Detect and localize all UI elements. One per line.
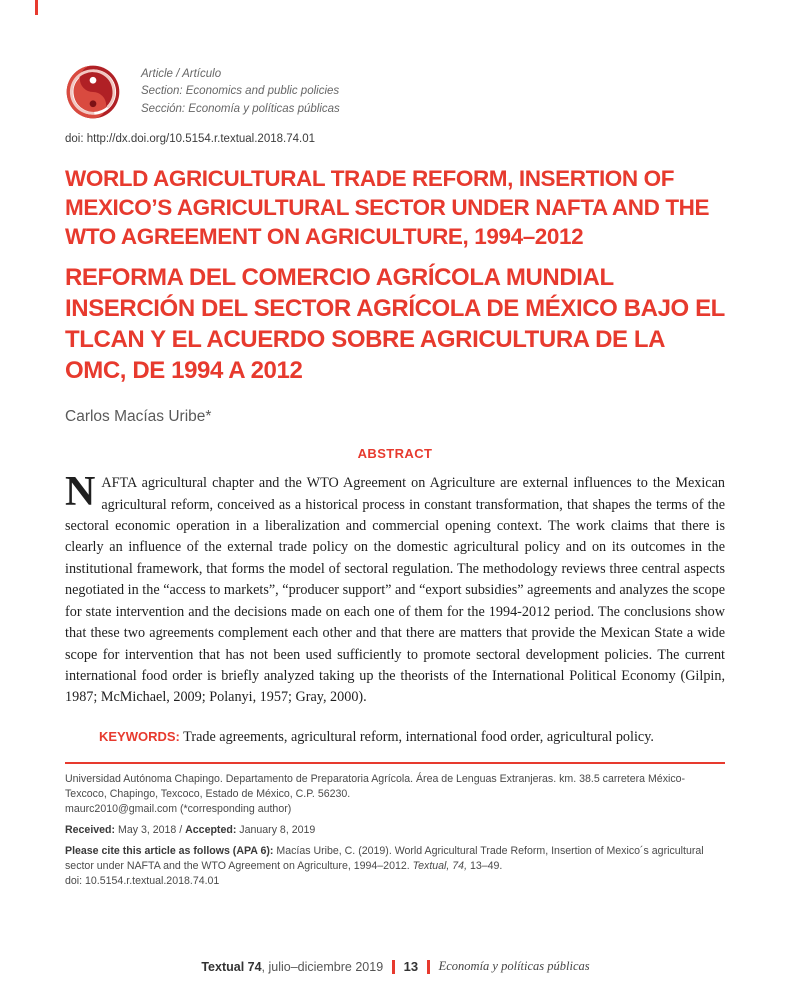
title-spanish: REFORMA DEL COMERCIO AGRÍCOLA MUNDIAL INSERCIÓN DEL SECTOR AGRÍCOLA DE MÉXICO BAJO EL TLCAN Y EL ACUERDO SOBRE AGRICULTURA DE LA OMC, DE 1994 A 2012 — [65, 264, 725, 384]
email-line — [65, 802, 725, 817]
citation-label: Please cite this article as follows (APA 6): — [65, 844, 274, 857]
affiliation-note: Universidad Autónoma Chapingo. Departamento de Preparatoria Agrícola. Área de Lenguas Extranjeras. km. 38.5 carretera México-Texcoco, Chapingo, Texcoco, Estado de México, C.P. 56230. — [65, 772, 686, 800]
footer-journal-line — [201, 960, 383, 974]
masthead-text — [141, 66, 340, 118]
page-corner-mark — [35, 0, 38, 15]
received-accepted-line — [65, 823, 725, 838]
accepted-value: January 8, 2019 — [236, 823, 316, 836]
footer-separator-icon — [427, 960, 430, 974]
section-label-en: Section: Economics and public policies — [141, 85, 340, 98]
citation-doi: doi: 10.5154.r.textual.2018.74.01 — [65, 874, 220, 887]
abstract-text: AFTA agricultural chapter and the WTO Agreement on Agriculture are external influences to the Mexican agricultural reform, conceived as a historical process in constant transformation, that shapes the terms of the sectoral economic operation in a liberalization and commercial opening context. The work claims that there is clearly an influence of the external trade policy on the domestic agricultural policy and on its outcomes in the institutional framework, that forms the model of sectoral regulation. The methodology reviews three central aspects negotiated in the “access to markets”, “producer support” and “export subsidies” agreements and analyzes the scope for state intervention and the decisions made on each one of them for the 1994-2012 period. The conclusions show that these two agreements complement each other and that there are matters that provide the Mexican State a wide scope for intervention that has not been used sufficiently to promote sectoral development policies. The current international food order is briefly analyzed taking up the theorists of the International Political Economy (Gilpin, 1987; McMichael, 2009; Polanyi, 1957; Gray, 2000). — [65, 475, 725, 706]
email-link[interactable]: maurc2010@gmail.com — [65, 802, 178, 815]
citation-journal-italic: Textual, 74, — [412, 859, 468, 872]
accepted-label: Accepted: — [185, 823, 237, 836]
footer-page-number: 13 — [403, 959, 419, 974]
footnotes — [65, 772, 725, 889]
doi-link[interactable]: doi: http://dx.doi.org/10.5154.r.textual.2018.74.01 — [65, 133, 315, 145]
section-label-es: Sección: Economía y políticas públicas — [141, 102, 340, 115]
author-name: Carlos Macías Uribe* — [65, 408, 212, 426]
received-value: May 3, 2018 / — [115, 823, 186, 836]
footer-separator-icon — [392, 960, 395, 974]
abstract-dropcap: N — [65, 469, 96, 516]
citation-text-1: Macías Uribe, C. (2019). World Agricultural Trade Reform, Insertion of Mexico´s agricultural sector under NAFTA and the WTO Agreement on Agriculture, 1994–2012. — [65, 844, 704, 872]
received-label: Received: — [65, 823, 116, 836]
keywords-label: KEYWORDS: — [99, 728, 180, 744]
keywords-text: Trade agreements, agricultural reform, international food order, agricultural policy. — [179, 728, 654, 745]
citation-note — [65, 844, 725, 874]
corresponding-author-note: (*corresponding author) — [177, 802, 292, 815]
title-english: WORLD AGRICULTURAL TRADE REFORM, INSERTION OF MEXICO’S AGRICULTURAL SECTOR UNDER NAFTA AND THE WTO AGREEMENT ON AGRICULTURE, 1994–2012 — [65, 166, 710, 249]
keywords-line — [65, 729, 725, 746]
abstract-paragraph — [65, 469, 725, 708]
abstract-heading: ABSTRACT — [357, 446, 433, 462]
citation-text-2: 13–49. — [467, 859, 503, 872]
footer-section-name: Economía y políticas públicas — [438, 959, 590, 973]
page-footer — [0, 959, 791, 974]
article-type-label: Article / Artículo — [141, 68, 222, 81]
divider-rule — [65, 762, 725, 764]
journal-logo-icon — [65, 64, 121, 120]
footer-issue-date: , julio–diciembre 2019 — [261, 959, 384, 974]
footer-journal-name: Textual 74 — [201, 959, 262, 974]
masthead — [65, 0, 725, 120]
